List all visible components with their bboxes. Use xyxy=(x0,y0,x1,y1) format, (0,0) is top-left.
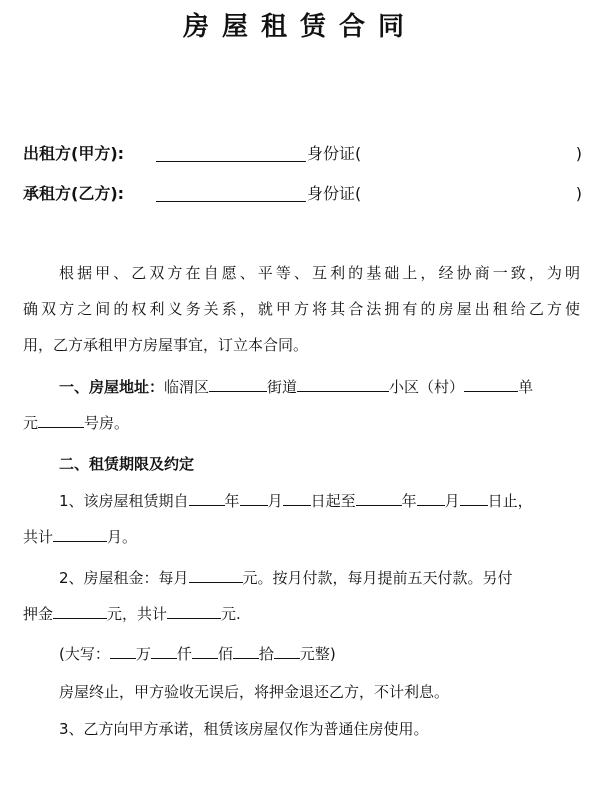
end-day-blank xyxy=(460,490,488,506)
yuan-text: 元整) xyxy=(299,645,336,663)
year2-text: 年 xyxy=(401,492,417,510)
community-text: 小区（村） xyxy=(389,378,465,396)
total-suffix: 月。 xyxy=(107,528,138,546)
contract-title: 房屋租赁合同 xyxy=(182,12,417,42)
yuan-blank xyxy=(274,643,300,659)
qian-blank xyxy=(151,643,177,659)
term-line xyxy=(59,490,580,512)
room-blank xyxy=(38,412,84,428)
total-prefix: 共计 xyxy=(23,528,54,546)
unit-cont-text: 元 xyxy=(23,414,39,432)
total-months-blank xyxy=(53,526,107,542)
street-text: 街道 xyxy=(267,378,298,396)
grand-total-blank xyxy=(167,603,221,619)
room-text: 号房。 xyxy=(84,414,130,432)
refund-line: 房屋终止，甲方验收无误后，将押金退还乙方，不计利息。 xyxy=(59,683,450,701)
term-prefix: 1、该房屋租赁期自 xyxy=(59,492,189,510)
intro-line-2: 确双方之间的权利义务关系，就甲方将其合法拥有的房屋出租给乙方使 xyxy=(23,300,580,318)
district-blank xyxy=(209,376,267,392)
rent-line xyxy=(59,567,580,589)
party-b-id-close: ) xyxy=(575,184,582,203)
intro-line-1: 根据甲、乙双方在自愿、平等、互利的基础上，经协商一致，为明 xyxy=(59,264,580,282)
shi-text: 拾 xyxy=(258,645,274,663)
street-blank xyxy=(297,376,389,392)
capital-amount-line xyxy=(59,643,580,665)
party-b-name-blank xyxy=(156,201,306,202)
day-to-text: 日止， xyxy=(487,492,533,510)
deposit-blank xyxy=(53,603,107,619)
bai-text: 佰 xyxy=(217,645,233,663)
wan-text: 万 xyxy=(135,645,151,663)
rent-prefix: 2、房屋租金：每月 xyxy=(59,569,189,587)
end-month-blank xyxy=(417,490,445,506)
deposit-yuan-text: 元，共计 xyxy=(107,605,168,623)
party-a-id-label: 身份证( xyxy=(307,144,362,163)
wan-blank xyxy=(110,643,136,659)
section1-room-line xyxy=(23,412,580,434)
section2-heading: 二、租赁期限及约定 xyxy=(59,455,195,473)
district-text: 临渭区 xyxy=(164,378,210,396)
start-year-blank xyxy=(189,490,225,506)
party-a-label: 出租方(甲方): xyxy=(23,144,125,163)
start-day-blank xyxy=(283,490,311,506)
deposit-prefix: 押金 xyxy=(23,605,54,623)
end-year-blank xyxy=(356,490,402,506)
intro-line-3: 用，乙方承租甲方房屋事宜，订立本合同。 xyxy=(23,336,309,354)
shi-blank xyxy=(233,643,259,659)
deposit-line xyxy=(23,603,580,625)
party-b-row xyxy=(23,182,582,206)
month2-text: 月 xyxy=(444,492,460,510)
item3-line: 3、乙方向甲方承诺，租赁该房屋仅作为普通住房使用。 xyxy=(59,720,429,738)
rent-terms-text: 元。按月付款，每月提前五天付款。另付 xyxy=(242,569,513,587)
section1-address-line xyxy=(59,376,580,398)
monthly-rent-blank xyxy=(189,567,243,583)
start-month-blank xyxy=(240,490,268,506)
unit-text: 单 xyxy=(518,378,534,396)
section1-heading: 一、房屋地址： xyxy=(59,378,165,396)
year-text: 年 xyxy=(224,492,240,510)
term-total-line xyxy=(23,526,580,548)
month-text: 月 xyxy=(267,492,283,510)
bai-blank xyxy=(192,643,218,659)
day-from-text: 日起至 xyxy=(310,492,356,510)
qian-text: 仟 xyxy=(176,645,192,663)
party-a-id-close: ) xyxy=(575,144,582,163)
party-b-id-label: 身份证( xyxy=(307,184,362,203)
party-a-row xyxy=(23,142,582,166)
total-yuan-text: 元. xyxy=(221,605,241,623)
capital-open: (大写： xyxy=(59,645,110,663)
party-a-name-blank xyxy=(156,161,306,162)
community-blank xyxy=(464,376,518,392)
party-b-label: 承租方(乙方): xyxy=(23,184,125,203)
